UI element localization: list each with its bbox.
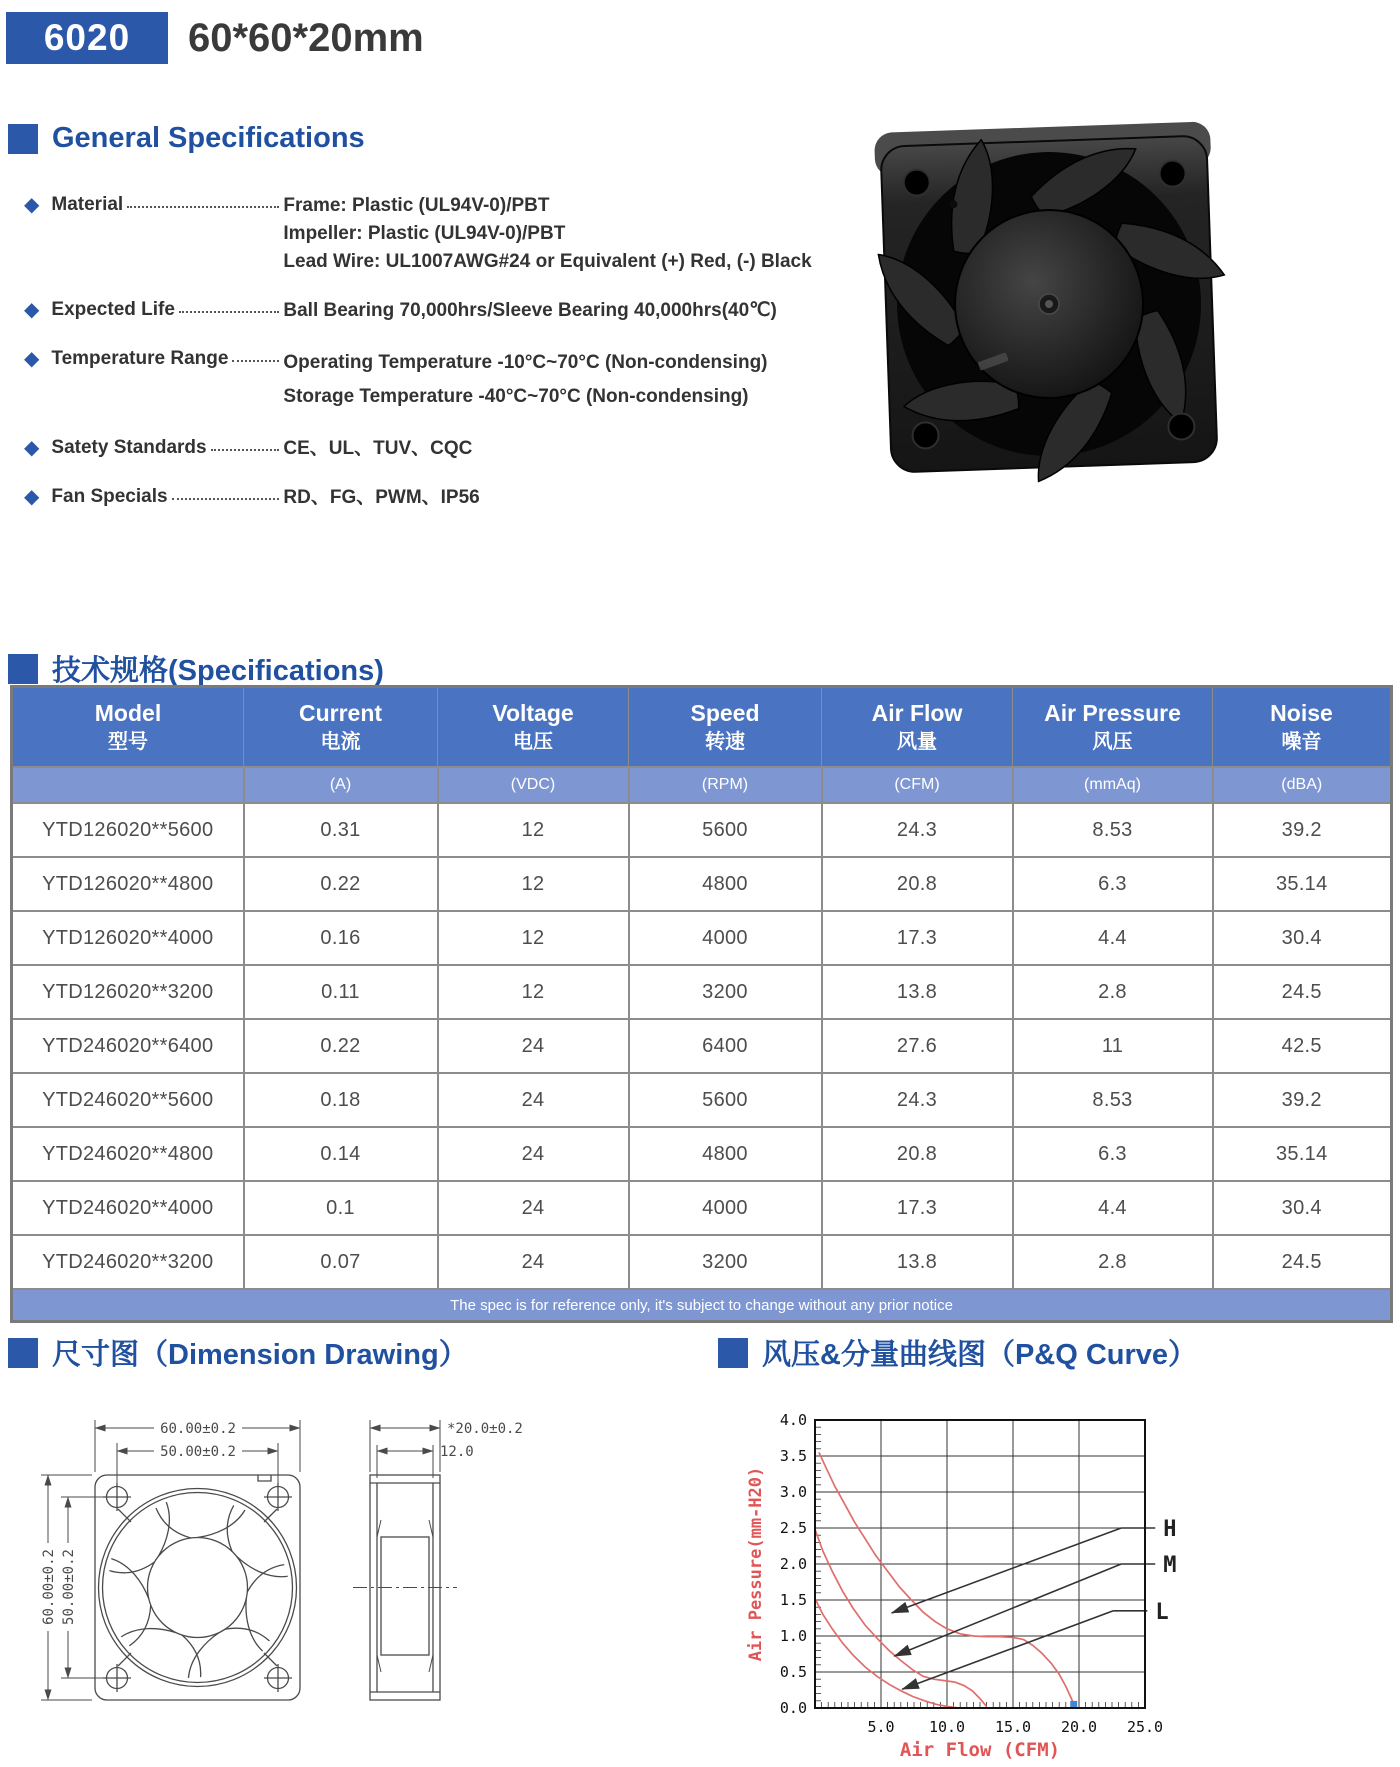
model-badge-text: 6020 xyxy=(43,17,131,58)
dim-width-label: 60.00±0.2 xyxy=(160,1421,236,1437)
table-footnote: The spec is for reference only, it's subject to change without any prior notice xyxy=(12,1289,1392,1322)
table-cell: YTD126020**4000 xyxy=(12,911,244,965)
pq-end-marker xyxy=(1070,1701,1077,1708)
table-cell: 6.3 xyxy=(1013,1127,1213,1181)
spec-item-values xyxy=(283,435,824,463)
table-row xyxy=(12,1073,1392,1127)
table-cell: 13.8 xyxy=(822,965,1013,1019)
table-unit-cell: (mmAq) xyxy=(1013,767,1213,803)
table-cell: 5600 xyxy=(629,1073,822,1127)
table-cell: 24 xyxy=(438,1235,629,1289)
pq-y-tick-label: 4.0 xyxy=(779,1411,807,1429)
table-header-cell: Current 电流 xyxy=(244,687,438,768)
pq-x-axis-title: Air Flow (CFM) xyxy=(899,1739,1061,1761)
table-row xyxy=(12,911,1392,965)
table-cell: 4000 xyxy=(629,911,822,965)
pq-y-axis-title: Air Pessure(mm-H20) xyxy=(746,1466,766,1662)
diamond-bullet-icon: ◆ xyxy=(24,348,40,370)
general-specs-title xyxy=(8,122,365,155)
table-row xyxy=(12,803,1392,857)
table-cell: 12 xyxy=(438,857,629,911)
pq-plot-area xyxy=(780,1411,1177,1736)
table-cell: 39.2 xyxy=(1213,803,1392,857)
pq-x-tick-label: 25.0 xyxy=(1126,1718,1164,1736)
table-cell: YTD126020**4800 xyxy=(12,857,244,911)
table-cell: 0.22 xyxy=(244,857,438,911)
dimension-title xyxy=(8,1332,468,1373)
table-cell: 24.3 xyxy=(822,803,1013,857)
pq-curve-M xyxy=(815,1529,987,1706)
table-cell: 8.53 xyxy=(1013,803,1213,857)
table-footnote-row xyxy=(12,1289,1392,1322)
pq-y-tick-label: 3.0 xyxy=(779,1483,807,1501)
fan-product-photo xyxy=(828,103,1273,501)
table-cell: 4000 xyxy=(629,1181,822,1235)
dotted-leader xyxy=(232,346,279,362)
table-cell: YTD126020**5600 xyxy=(12,803,244,857)
pq-y-tick-label: 1.0 xyxy=(779,1627,807,1645)
diamond-bullet-icon: ◆ xyxy=(24,437,40,459)
table-row xyxy=(12,965,1392,1019)
pq-y-tick-label: 2.5 xyxy=(779,1519,807,1537)
table-cell: 13.8 xyxy=(822,1235,1013,1289)
table-cell: YTD246020**3200 xyxy=(12,1235,244,1289)
table-cell: 24.5 xyxy=(1213,965,1392,1019)
pq-y-tick-label: 2.0 xyxy=(779,1555,807,1573)
table-cell: 5600 xyxy=(629,803,822,857)
pq-curve-L xyxy=(815,1599,959,1708)
table-cell: 12 xyxy=(438,803,629,857)
pq-series-label-H: H xyxy=(1163,1517,1177,1542)
spec-item xyxy=(24,435,824,463)
table-cell: 0.31 xyxy=(244,803,438,857)
table-cell: 3200 xyxy=(629,1235,822,1289)
section-marker-icon xyxy=(8,124,38,154)
spec-value-line: Ball Bearing 70,000hrs/Sleeve Bearing 40,000hrs(40℃) xyxy=(283,300,777,321)
dim-hole-span-h-label: 50.00±0.2 xyxy=(160,1444,236,1460)
table-cell: YTD246020**4000 xyxy=(12,1181,244,1235)
table-cell: 0.18 xyxy=(244,1073,438,1127)
dimension-title-text: 尺寸图（Dimension Drawing） xyxy=(52,1339,468,1371)
section-marker-icon xyxy=(718,1338,748,1368)
dotted-leader xyxy=(179,297,279,313)
spec-value-line: Frame: Plastic (UL94V-0)/PBT xyxy=(283,195,550,216)
table-unit-cell: (RPM) xyxy=(629,767,822,803)
spec-item xyxy=(24,346,824,414)
pq-y-tick-label: 3.5 xyxy=(779,1447,807,1465)
table-header-cell: Air Pressure 风压 xyxy=(1013,687,1213,768)
table-cell: 27.6 xyxy=(822,1019,1013,1073)
pq-curve-chart xyxy=(725,1390,1400,1767)
table-row xyxy=(12,1127,1392,1181)
table-unit-cell: (CFM) xyxy=(822,767,1013,803)
table-cell: 20.8 xyxy=(822,1127,1013,1181)
table-cell: 0.1 xyxy=(244,1181,438,1235)
table-cell: 42.5 xyxy=(1213,1019,1392,1073)
table-row xyxy=(12,857,1392,911)
dimension-labels xyxy=(40,1420,523,1631)
table-cell: 11 xyxy=(1013,1019,1213,1073)
spec-value-line: Lead Wire: UL1007AWG#24 or Equivalent (+) Red, (-) Black xyxy=(283,251,812,272)
table-cell: 6400 xyxy=(629,1019,822,1073)
table-cell: 24 xyxy=(438,1073,629,1127)
fan-photo-group xyxy=(874,121,1232,487)
table-cell: 0.14 xyxy=(244,1127,438,1181)
general-specs-list xyxy=(24,192,824,533)
table-cell: 20.8 xyxy=(822,857,1013,911)
dotted-leader xyxy=(211,435,280,451)
table-row xyxy=(12,1181,1392,1235)
table-cell: 12 xyxy=(438,911,629,965)
table-cell: 39.2 xyxy=(1213,1073,1392,1127)
pq-x-tick-label: 15.0 xyxy=(994,1718,1032,1736)
table-cell: 30.4 xyxy=(1213,911,1392,965)
pq-y-tick-label: 1.5 xyxy=(779,1591,807,1609)
table-cell: 12 xyxy=(438,965,629,1019)
model-badge xyxy=(6,12,168,64)
dim-height-label: 60.00±0.2 xyxy=(41,1549,57,1625)
table-header-cell: Speed 转速 xyxy=(629,687,822,768)
table-cell: 8.53 xyxy=(1013,1073,1213,1127)
table-header-row xyxy=(12,687,1392,768)
table-cell: 0.22 xyxy=(244,1019,438,1073)
table-unit-cell: (dBA) xyxy=(1213,767,1392,803)
spec-item-values xyxy=(283,484,824,512)
spec-item-values xyxy=(283,192,824,276)
table-cell: 4800 xyxy=(629,857,822,911)
table-cell: 4.4 xyxy=(1013,911,1213,965)
spec-table-wrap xyxy=(10,685,1390,1323)
spec-item xyxy=(24,484,824,512)
size-text: 60*60*20mm xyxy=(188,15,424,60)
table-cell: 24.5 xyxy=(1213,1235,1392,1289)
table-cell: 2.8 xyxy=(1013,1235,1213,1289)
section-marker-icon xyxy=(8,1338,38,1368)
dimension-drawing xyxy=(15,1390,695,1767)
spec-item-label: Satety Standards xyxy=(51,437,207,458)
table-header-cell: Noise 噪音 xyxy=(1213,687,1392,768)
spec-value-line: CE、UL、TUV、CQC xyxy=(283,438,473,459)
table-cell: 24 xyxy=(438,1181,629,1235)
table-header-cell: Model 型号 xyxy=(12,687,244,768)
table-cell: 6.3 xyxy=(1013,857,1213,911)
dim-depth-label: *20.0±0.2 xyxy=(447,1421,523,1437)
spec-item xyxy=(24,297,824,325)
spec-item-label: Material xyxy=(51,194,124,215)
dim-hole-span-v-label: 50.00±0.2 xyxy=(61,1549,77,1625)
pq-series-label-M: M xyxy=(1163,1553,1177,1578)
table-cell: 17.3 xyxy=(822,1181,1013,1235)
spec-value-line: Operating Temperature -10°C~70°C (Non-condensing) xyxy=(283,352,768,373)
table-cell: 24 xyxy=(438,1019,629,1073)
pq-title xyxy=(718,1332,1197,1373)
spec-table xyxy=(10,685,1393,1323)
front-view xyxy=(95,1475,300,1700)
blade-lines xyxy=(109,1501,289,1680)
diamond-bullet-icon: ◆ xyxy=(24,299,40,321)
diamond-bullet-icon: ◆ xyxy=(24,194,40,216)
table-cell: 0.11 xyxy=(244,965,438,1019)
spec-table-title-text: 技术规格(Specifications) xyxy=(52,655,384,687)
pq-y-tick-label: 0.0 xyxy=(779,1699,807,1717)
table-row xyxy=(12,1019,1392,1073)
table-cell: 35.14 xyxy=(1213,857,1392,911)
table-cell: 35.14 xyxy=(1213,1127,1392,1181)
table-cell: YTD246020**6400 xyxy=(12,1019,244,1073)
section-marker-icon xyxy=(8,654,38,684)
spec-item-label: Temperature Range xyxy=(51,348,229,369)
table-cell: 17.3 xyxy=(822,911,1013,965)
table-cell: 24.3 xyxy=(822,1073,1013,1127)
pq-x-tick-label: 10.0 xyxy=(928,1718,966,1736)
spec-value-line: Impeller: Plastic (UL94V-0)/PBT xyxy=(283,223,566,244)
table-cell: 0.07 xyxy=(244,1235,438,1289)
spec-item-values xyxy=(283,346,824,414)
table-cell: 0.16 xyxy=(244,911,438,965)
spec-table-title xyxy=(8,648,384,689)
table-cell: YTD126020**3200 xyxy=(12,965,244,1019)
spec-item xyxy=(24,192,824,276)
table-unit-cell xyxy=(12,767,244,803)
table-cell: 30.4 xyxy=(1213,1181,1392,1235)
spec-item-values xyxy=(283,297,824,325)
table-cell: 4.4 xyxy=(1013,1181,1213,1235)
spec-value-line: Storage Temperature -40°C~70°C (Non-condensing) xyxy=(283,386,749,407)
table-units-row xyxy=(12,767,1392,803)
table-header-cell: Air Flow 风量 xyxy=(822,687,1013,768)
table-cell: 2.8 xyxy=(1013,965,1213,1019)
pq-series-label-L: L xyxy=(1155,1599,1169,1625)
spec-item-label: Fan Specials xyxy=(51,486,168,507)
side-view xyxy=(353,1475,457,1700)
pq-x-tick-label: 20.0 xyxy=(1060,1718,1098,1736)
table-unit-cell: (A) xyxy=(244,767,438,803)
table-row xyxy=(12,1235,1392,1289)
table-cell: YTD246020**5600 xyxy=(12,1073,244,1127)
dotted-leader xyxy=(172,484,280,500)
pq-title-text: 风压&分量曲线图（P&Q Curve） xyxy=(762,1339,1198,1371)
pq-y-tick-label: 0.5 xyxy=(779,1663,807,1681)
dotted-leader xyxy=(127,192,279,208)
spec-value-line: RD、FG、PWM、IP56 xyxy=(283,487,480,508)
table-cell: 24 xyxy=(438,1127,629,1181)
diamond-bullet-icon: ◆ xyxy=(24,486,40,508)
table-cell: YTD246020**4800 xyxy=(12,1127,244,1181)
general-specs-title-text: General Specifications xyxy=(52,122,365,154)
pq-x-tick-label: 5.0 xyxy=(867,1718,895,1736)
table-unit-cell: (VDC) xyxy=(438,767,629,803)
table-header-cell: Voltage 电压 xyxy=(438,687,629,768)
table-cell: 3200 xyxy=(629,965,822,1019)
spec-item-label: Expected Life xyxy=(51,299,175,320)
table-cell: 4800 xyxy=(629,1127,822,1181)
dim-hub-depth-label: 12.0 xyxy=(440,1444,474,1460)
